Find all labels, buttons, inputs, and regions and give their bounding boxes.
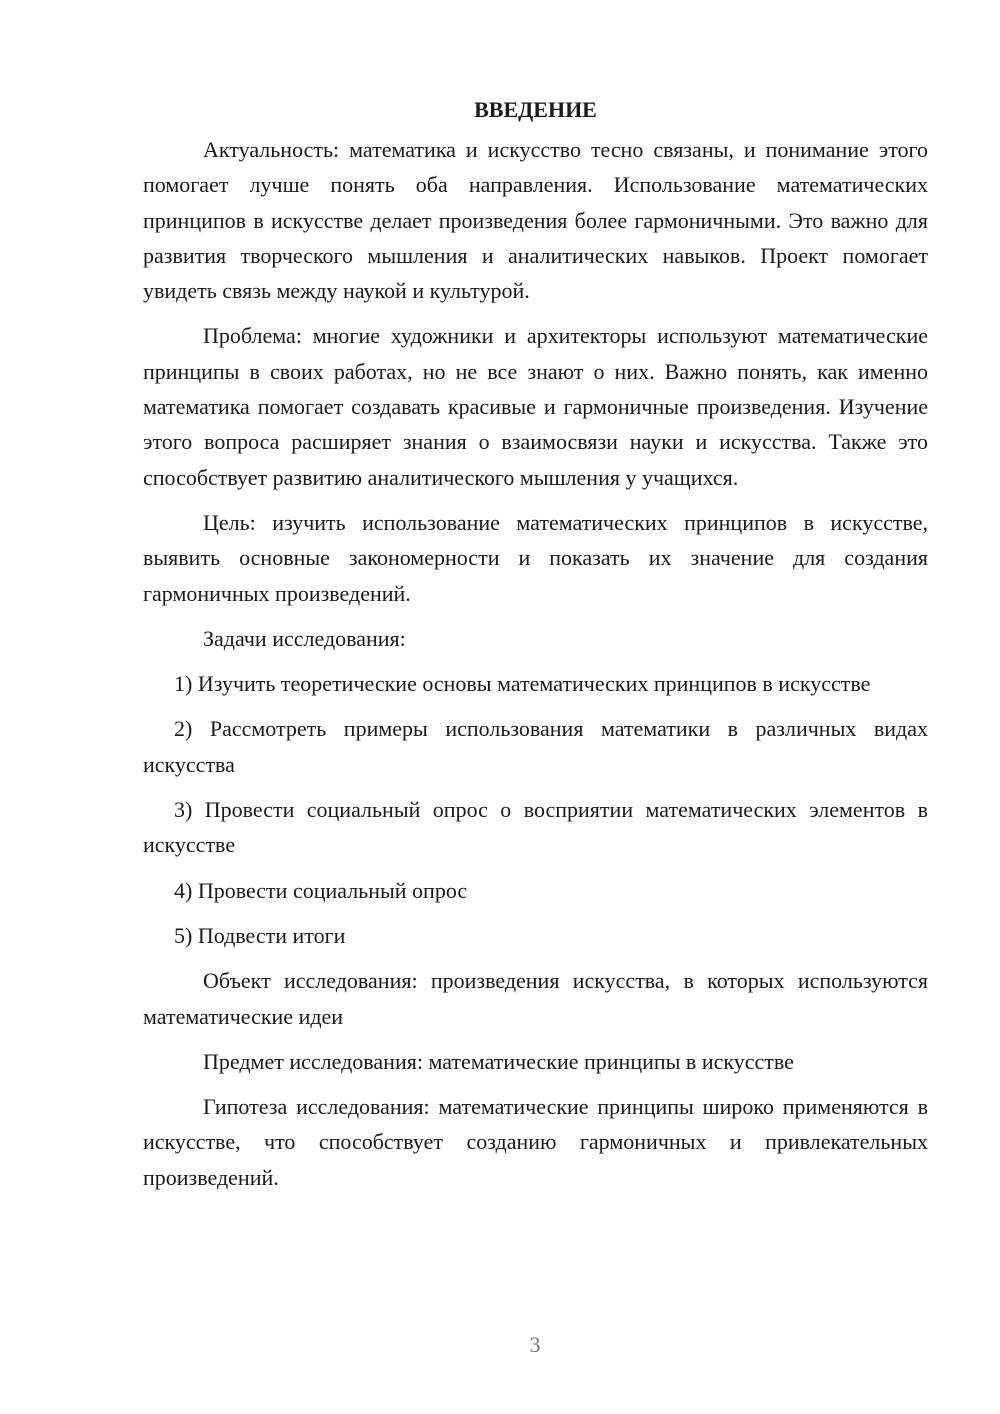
page-title: ВВЕДЕНИЕ — [474, 97, 597, 122]
task-item-2: 2) Рассмотреть примеры использования математики в различных видах искусства — [143, 716, 928, 777]
task-item-1: 1) Изучить теоретические основы математических принципов в искусстве — [174, 671, 871, 697]
subject-paragraph: Предмет исследования: математические принципы в искусстве — [203, 1048, 794, 1074]
goal-paragraph: Цель: изучить использование математических принципов в искусстве, выявить основные закономерности и показать их значение для создания гармоничных произведений. — [143, 509, 928, 606]
object-paragraph: Объект исследования: произведения искусства, в которых используются математические идеи — [143, 968, 928, 1029]
relevance-paragraph: Актуальность: математика и искусство тесно связаны, и понимание этого помогает лучше понять оба направления. Использование математических принципов в искусстве делает произведения более гармоничными. Это важно для развития творческого мышления и аналитических навыков. Проект помогает увидеть связь между наукой и культурой. — [143, 137, 928, 304]
document-page — [143, 92, 928, 1205]
tasks-list — [143, 666, 928, 953]
task-item-3: 3) Провести социальный опрос о восприятии математических элементов в искусстве — [143, 797, 928, 858]
task-item-5: 5) Подвести итоги — [174, 922, 346, 948]
page-number: 3 — [529, 1332, 541, 1357]
tasks-heading: Задачи исследования: — [203, 625, 406, 651]
task-item-4: 4) Провести социальный опрос — [174, 877, 468, 903]
problem-paragraph: Проблема: многие художники и архитекторы используют математические принципы в своих работах, но не все знают о них. Важно понять, как именно математика помогает создавать красивые и гармоничные произведения. Изучение этого вопроса расширяет знания о взаимосвязи науки и искусства. Также это способствует развитию аналитического мышления у учащихся. — [143, 323, 928, 490]
hypothesis-paragraph: Гипотеза исследования: математические принципы широко применяются в искусстве, что способствует созданию гармоничных и привлекательных произведений. — [143, 1094, 928, 1190]
